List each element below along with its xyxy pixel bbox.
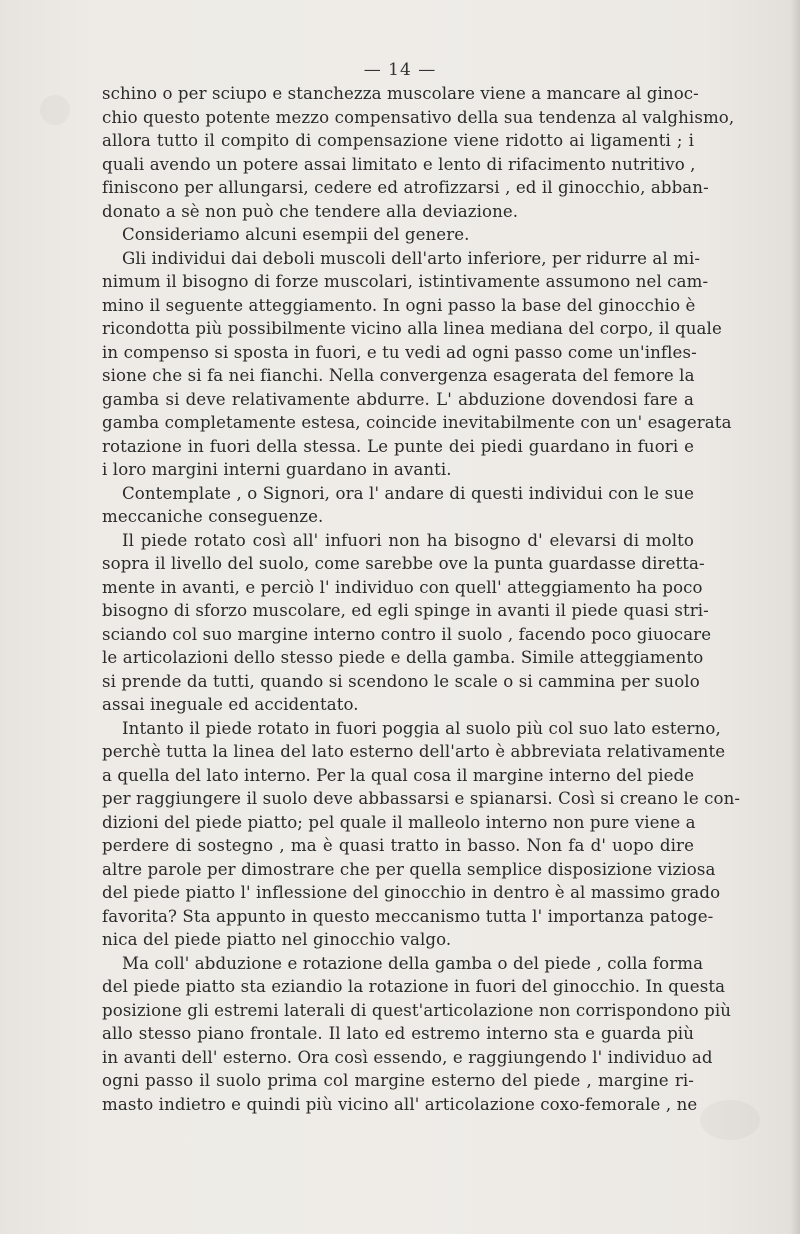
text-line: allora tutto il compito di compensazione viene ridotto ai ligamenti ; i: [102, 131, 694, 150]
text-line: le articolazioni dello stesso piede e della gamba. Simile atteggiamento: [102, 648, 704, 667]
text-line: rotazione in fuori della stessa. Le punte dei piedi guardano in fuori e: [102, 436, 694, 456]
text-line: gamba si deve relativamente abdurre. L' abduzione dovendosi fare a: [102, 389, 694, 409]
text-line: donato a sè non può che tendere alla deviazione.: [102, 201, 519, 221]
text-line: Consideriamo alcuni esempii del genere.: [122, 225, 470, 244]
text-line: in avanti dell' esterno. Ora così essendo, e raggiungendo l' individuo ad: [102, 1047, 713, 1067]
text-line: sopra il livello del suolo, come sarebbe ove la punta guardasse diretta-: [102, 554, 705, 573]
text-line: assai ineguale ed accidentato.: [102, 695, 359, 714]
page-edge-shadow: [790, 0, 800, 1234]
text-line: del piede piatto sta eziandio la rotazione in fuori del ginocchio. In questa: [102, 977, 726, 996]
text-line: perdere di sostegno , ma è quasi tratto in basso. Non fa d' uopo dire: [102, 836, 694, 855]
text-line: mino il seguente atteggiamento. In ogni passo la base del ginocchio è: [102, 295, 696, 315]
text-line: Il piede rotato così all' infuori non ha bisogno d' elevarsi di molto: [122, 530, 694, 550]
text-line: nimum il bisogno di forze muscolari, istintivamente assumono nel cam-: [102, 272, 709, 291]
text-line: nica del piede piatto nel ginocchio valgo.: [102, 930, 452, 949]
text-line: per raggiungere il suolo deve abbassarsi e spianarsi. Così si creano le con-: [102, 789, 741, 808]
text-line: quali avendo un potere assai limitato e lento di rifacimento nutritivo ,: [102, 154, 696, 174]
text-line: favorita? Sta appunto in questo meccanismo tutta l' importanza patoge-: [102, 906, 714, 926]
page-number: — 14 —: [363, 60, 437, 80]
text-line: mente in avanti, e perciò l' individuo con quell' atteggiamento ha poco: [102, 577, 703, 597]
text-line: sione che si fa nei fianchi. Nella convergenza esagerata del femore la: [102, 366, 695, 385]
text-line: Contemplate , o Signori, ora l' andare di questi individui con le sue: [122, 483, 694, 503]
body-text: [102, 82, 741, 1116]
text-line: chio questo potente mezzo compensativo della sua tendenza al valghismo,: [102, 107, 735, 127]
text-line: gamba completamente estesa, coincide inevitabilmente con un' esagerata: [102, 413, 732, 432]
text-line: schino o per sciupo e stanchezza muscolare viene a mancare al ginoc-: [102, 84, 699, 103]
text-line: Gli individui dai deboli muscoli dell'arto inferiore, per ridurre al mi-: [122, 248, 701, 268]
text-line: perchè tutta la linea del lato esterno dell'arto è abbreviata relativamente: [102, 742, 726, 761]
text-line: finiscono per allungarsi, cedere ed atrofizzarsi , ed il ginocchio, abban-: [102, 178, 709, 197]
text-line: sciando col suo margine interno contro il suolo , facendo poco giuocare: [102, 624, 712, 644]
text-line: allo stesso piano frontale. Il lato ed estremo interno sta e guarda più: [102, 1024, 694, 1043]
text-line: del piede piatto l' inflessione del ginocchio in dentro è al massimo grado: [102, 883, 721, 902]
text-line: a quella del lato interno. Per la qual cosa il margine interno del piede: [102, 765, 695, 785]
text-line: posizione gli estremi laterali di quest'articolazione non corrispondono più: [102, 1000, 732, 1020]
text-line: si prende da tutti, quando si scendono le scale o si cammina per suolo: [102, 671, 700, 691]
text-line: i loro margini interni guardano in avanti.: [102, 460, 452, 479]
paper-stain: [40, 95, 70, 125]
text-line: in compenso si sposta in fuori, e tu vedi ad ogni passo come un'infles-: [102, 342, 697, 362]
text-line: dizioni del piede piatto; pel quale il malleolo interno non pure viene a: [102, 812, 696, 832]
text-line: Ma coll' abduzione e rotazione della gamba o del piede , colla forma: [122, 953, 704, 973]
text-line: meccaniche conseguenze.: [102, 507, 324, 526]
paper-stain: [700, 1100, 760, 1140]
text-line: bisogno di sforzo muscolare, ed egli spinge in avanti il piede quasi stri-: [102, 601, 709, 620]
text-line: masto indietro e quindi più vicino all' articolazione coxo-femorale , ne: [102, 1094, 698, 1114]
text-line: altre parole per dimostrare che per quella semplice disposizione viziosa: [102, 859, 716, 879]
text-line: Intanto il piede rotato in fuori poggia al suolo più col suo lato esterno,: [122, 718, 721, 738]
text-line: ogni passo il suolo prima col margine esterno del piede , margine ri-: [102, 1071, 694, 1090]
text-line: ricondotta più possibilmente vicino alla linea mediana del corpo, il quale: [102, 319, 722, 338]
